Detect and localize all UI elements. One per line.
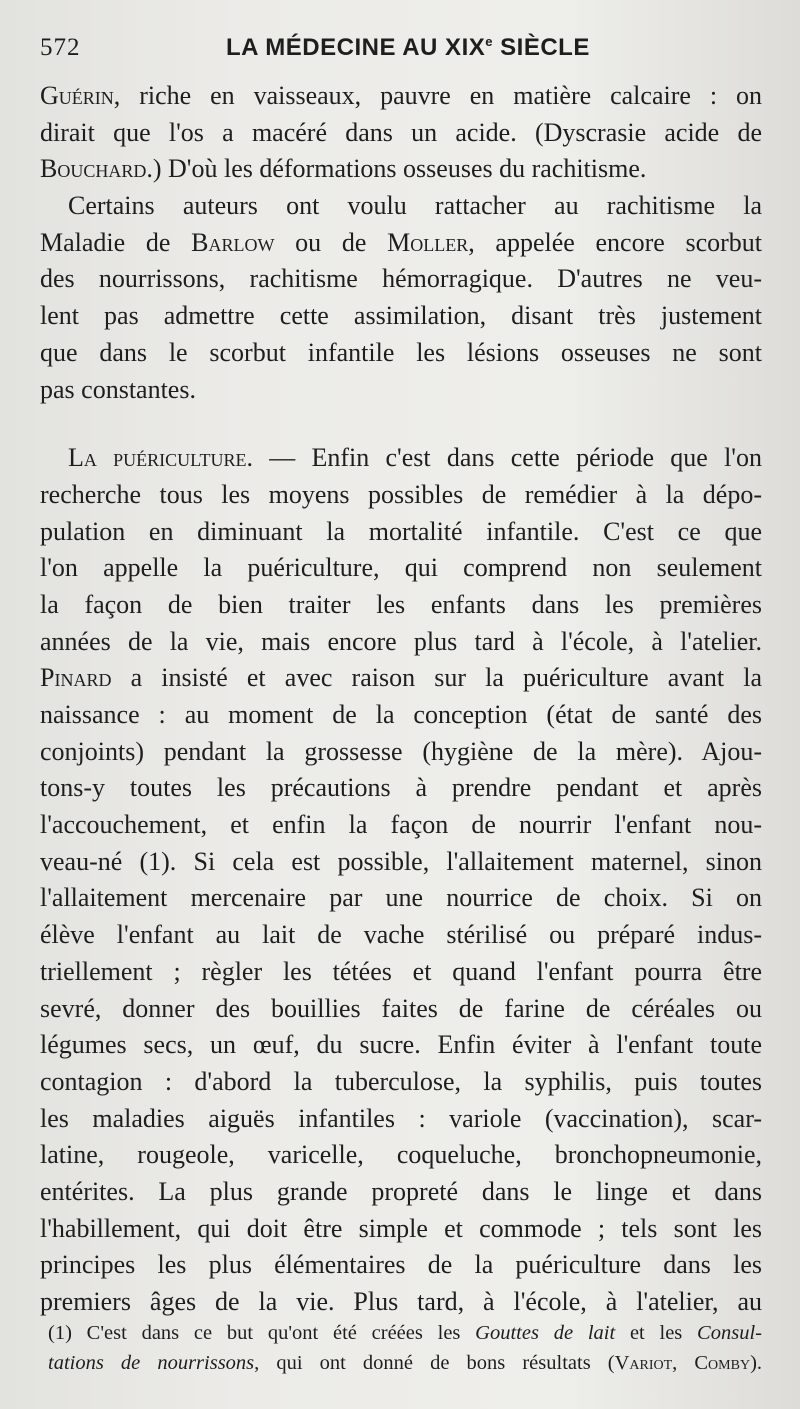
- text-line: triellement ; règler les tétées et quand l'enfant pourra être: [40, 956, 762, 986]
- author-name: Barlow: [191, 227, 275, 257]
- text-line: l'accouchement, et enfin la façon de nourrir l'enfant nou-: [40, 810, 762, 840]
- text-line: Maladie de Barlow ou de Moller, appelée encore scorbut: [40, 227, 763, 257]
- text-line: des nourrissons, rachitisme hémorragique. D'autres ne veu-: [40, 264, 762, 294]
- text-line: Bouchard.) D'où les déformations osseuses du rachitisme.: [40, 154, 647, 184]
- text-line: lent pas admettre cette assimilation, disant très justement: [40, 301, 762, 331]
- page-number: 572: [40, 34, 81, 61]
- text-line: pas constantes.: [40, 374, 196, 404]
- author-name: Guérin: [40, 81, 114, 110]
- paragraph-rachitisme-cause: [40, 78, 762, 188]
- page-header: [0, 30, 800, 70]
- author-name: Comby: [694, 1352, 751, 1374]
- text-line: contagion : d'abord la tuberculose, la syphilis, puis toutes: [40, 1066, 762, 1096]
- body-text: [40, 78, 762, 1321]
- text-line: l'habillement, qui doit être simple et commode ; tels sont les: [40, 1213, 762, 1243]
- paragraph-puericulture: [40, 440, 762, 1321]
- text-line: les maladies aiguës infantiles : variole (vaccination), scar-: [40, 1103, 762, 1133]
- text-line: la façon de bien traiter les enfants dans les premières: [40, 589, 762, 619]
- text-line: veau-né (1). Si cela est possible, l'allaitement maternel, sinon: [40, 846, 762, 876]
- text-line: conjoints) pendant la grossesse (hygiène de la mère). Ajou-: [40, 736, 762, 766]
- text-line: tons-y toutes les précautions à prendre pendant et après: [40, 773, 762, 803]
- text-line: élève l'enfant au lait de vache stérilisé ou préparé indus-: [40, 920, 762, 950]
- text-line: La puériculture. — Enfin c'est dans cette période que l'on: [68, 443, 762, 473]
- text-line: l'allaitement mercenaire par une nourrice de choix. Si on: [40, 883, 762, 913]
- text-line: entérites. La plus grande propreté dans le linge et dans: [40, 1176, 762, 1206]
- footnote: [48, 1318, 762, 1378]
- paragraph-barlow-disease: [40, 188, 762, 408]
- text-line: Certains auteurs ont voulu rattacher au rachitisme la: [68, 191, 762, 221]
- author-name: Moller: [387, 227, 469, 257]
- text-line: latine, rougeole, varicelle, coqueluche, bronchopneumonie,: [40, 1140, 762, 1170]
- running-title-end: SIÈCLE: [492, 34, 590, 61]
- text-line: premiers âges de la vie. Plus tard, à l'école, à l'atelier, au: [40, 1287, 762, 1316]
- section-heading: La puériculture: [68, 443, 247, 473]
- running-title-superscript: e: [485, 34, 493, 49]
- text-line: naissance : au moment de la conception (état de santé des: [40, 700, 762, 729]
- footnote-italic: Consul-: [697, 1322, 762, 1344]
- author-name: Bouchard: [40, 154, 147, 184]
- footnote-line: tations de nourrissons, qui ont donné de bons résultats (Variot, Comby).: [48, 1352, 763, 1374]
- text-line: recherche tous les moyens possibles de remédier à la dépo-: [40, 479, 762, 509]
- footnote-italic: tations de nourrissons: [48, 1352, 255, 1374]
- text-line: l'on appelle la puériculture, qui comprend non seulement: [40, 553, 762, 583]
- text-line: années de la vie, mais encore plus tard à l'école, à l'atelier.: [40, 626, 762, 656]
- footnote-line: (1) C'est dans ce but qu'ont été créées les Gouttes de lait et les Consul-: [48, 1322, 762, 1344]
- text-line: que dans le scorbut infantile les lésions osseuses ne sont: [40, 337, 762, 367]
- running-title: [226, 34, 590, 62]
- text-line: principes les plus élémentaires de la puériculture dans les: [40, 1250, 762, 1280]
- text-line: Guérin, riche en vaisseaux, pauvre en matière calcaire : on: [40, 81, 762, 110]
- running-title-main: LA MÉDECINE AU XIX: [226, 34, 486, 61]
- text-line: sevré, donner des bouillies faites de farine de céréales ou: [40, 993, 762, 1023]
- section-gap: [40, 408, 762, 440]
- footnote-italic: Gouttes de lait: [475, 1322, 616, 1344]
- text-line: légumes secs, un œuf, du sucre. Enfin éviter à l'enfant toute: [40, 1030, 762, 1060]
- author-name: Variot: [614, 1352, 673, 1374]
- text-line: pulation en diminuant la mortalité infantile. C'est ce que: [40, 516, 762, 546]
- author-name: Pinard: [40, 663, 112, 693]
- text-line: Pinard a insisté et avec raison sur la puériculture avant la: [40, 663, 762, 693]
- text-line: dirait que l'os a macéré dans un acide. (Dyscrasie acide de: [40, 117, 762, 147]
